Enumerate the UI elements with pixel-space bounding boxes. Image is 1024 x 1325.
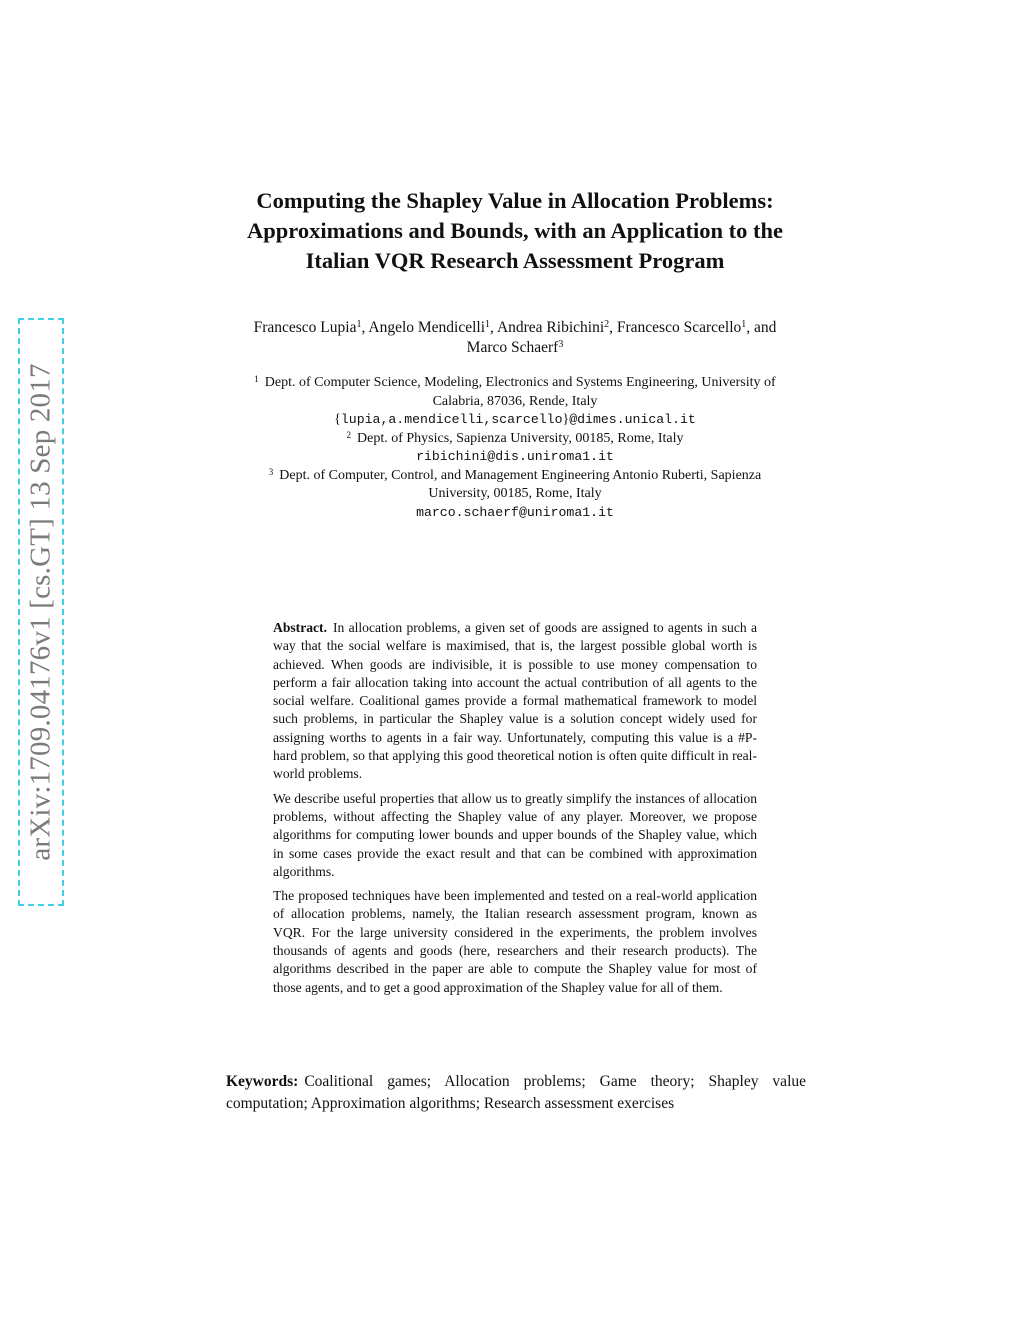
title-line-2: Approximations and Bounds, with an Application to the (247, 218, 783, 243)
abstract-label: Abstract. (273, 620, 327, 635)
affiliation-1-line-2: Calabria, 87036, Rende, Italy (432, 393, 598, 409)
author-affil-mark: 2 (604, 319, 610, 330)
affiliation-number: 1 (254, 374, 259, 384)
arxiv-identifier: arXiv:1709.04176v1 [cs.GT] 13 Sep 2017 (24, 363, 57, 861)
author-separator: , (361, 319, 369, 336)
title-line-1: Computing the Shapley Value in Allocation Problems: (256, 188, 774, 213)
author-affil-mark: 1 (741, 319, 747, 330)
author-list (200, 318, 830, 358)
author-separator: , (609, 319, 617, 336)
keywords-label: Keywords: (226, 1073, 299, 1090)
keywords (226, 1071, 806, 1115)
author-name: Francesco Scarcello (616, 319, 742, 336)
abstract-paragraph-2: We describe useful properties that allow us to greatly simplify the instances of allocation problems, without affecting the Shapley value of any player. Moreover, we propose algorithms for computing lower bounds and upper bounds of the Shapley value, which in some cases provide the exact result and that can be combined with approximation algorithms. (273, 790, 757, 879)
author-name: Angelo Mendicelli (368, 319, 486, 336)
title-line-3: Italian VQR Research Assessment Program (305, 248, 725, 273)
affiliation-3-email: marco.schaerf@uniroma1.it (416, 504, 614, 520)
author-line-2 (200, 338, 830, 358)
author-separator: , (490, 319, 497, 336)
abstract-paragraph-3: The proposed techniques have been implemented and tested on a real-world application of allocation problems, namely, the Italian research assessment program, known as VQR. For the large university considered in the experiments, the problem involves thousands of agents and goods (here, researchers and their research products). The algorithms described in the paper are able to compute the Shapley value for most of those agents, and to get a good approximation of the Shapley value for all of them. (273, 888, 757, 995)
keywords-text: Coalitional games; Allocation problems; Game theory; Shapley value computation; Approximation algorithms; Research assessment exercises (226, 1073, 806, 1112)
affiliation-number: 3 (268, 466, 274, 477)
author-name: Marco Schaerf (466, 339, 559, 356)
affiliation-1-email: {lupia,a.mendicelli,scarcello}@dimes.unical.it (334, 412, 696, 427)
affiliation-1-line-1: $^1$ Dept. of Computer Science, Modeling, Electronics and Systems Engineering, University of (254, 374, 776, 390)
author-line-1 (200, 318, 830, 338)
abstract-paragraph-1: Abstract. In allocation problems, a given set of goods are assigned to agents in such a way that the social welfare is maximised, that is, the largest possible global worth is achieved. When goods are indivisible, it is possible to use money compensation to perform a fair allocation taking into account the actual contribution of all agents to the social welfare. Coalitional games provide a formal mathematical framework to model such problems, in particular the Shapley value is a solution concept widely used for assigning worths to agents in a fair way. Unfortunately, computing this value is a #P-hard problem, so that applying this good theoretical notion is often quite difficult in real-world problems. (273, 620, 757, 782)
affiliation-3-line-2: University, 00185, Rome, Italy (428, 486, 602, 501)
author-affil-mark: 1 (356, 319, 362, 330)
affiliation-3-line-1: $^3$ Dept. of Computer, Control, and Management Engineering Antonio Ruberti, Sapienza (268, 466, 762, 483)
affiliation-number: 2 (346, 429, 351, 440)
affiliation-2-line-1: $^2$ Dept. of Physics, Sapienza University, 00185, Rome, Italy (346, 429, 684, 446)
affiliation-2-email: ribichini@dis.uniroma1.it (416, 449, 614, 464)
author-separator: , and (746, 319, 777, 336)
author-name: Francesco Lupia (253, 319, 357, 336)
author-name: Andrea Ribichini (496, 319, 605, 336)
author-affil-mark: 1 (485, 319, 491, 330)
author-affil-mark: 3 (558, 339, 564, 350)
abstract (273, 619, 757, 1003)
affiliation-list (215, 374, 815, 522)
paper-title (200, 186, 830, 276)
